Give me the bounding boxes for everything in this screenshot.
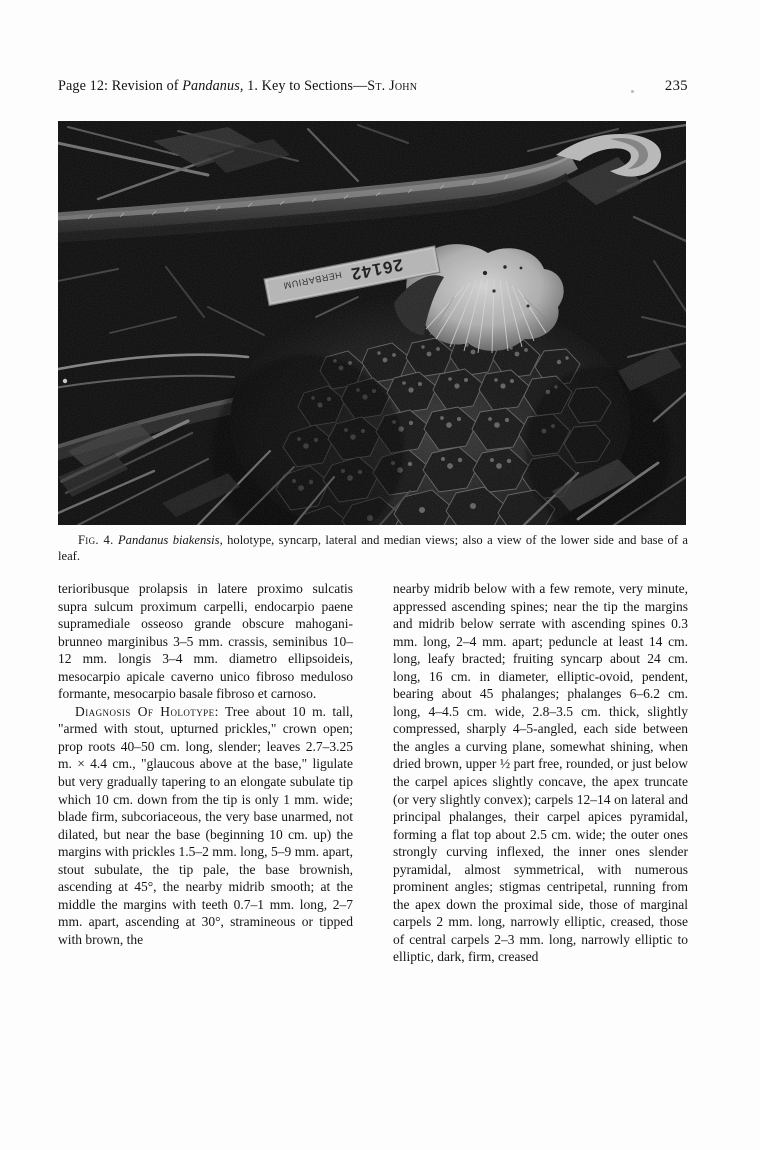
page-number: [625, 78, 688, 95]
photograph-graphic: [58, 121, 686, 525]
figure-photograph: [58, 121, 686, 525]
running-head-middle: , 1. Key to Sections—: [239, 78, 368, 94]
figure-species-name: Pandanus biakensis,: [117, 533, 223, 547]
running-head-genus: Pandanus: [182, 78, 240, 94]
running-head-prefix: Page 12: Revision of: [58, 78, 183, 94]
figure-caption: [58, 533, 688, 564]
diagnosis-heading: Diagnosis Of Holotype:: [75, 703, 219, 719]
figure-caption-text: holotype, syncarp, lateral and median views; also a view of the lower side and base of a leaf.: [58, 533, 688, 563]
body-columns: [58, 580, 688, 1010]
right-column: [393, 580, 688, 1010]
left-column: [58, 580, 353, 1010]
figure-4: [58, 121, 686, 525]
running-head: [58, 78, 688, 100]
page-number-value: 235: [664, 78, 688, 94]
paragraph-description-continued: nearby midrib below with a few remote, very minute, appressed ascending spines; near the tip the margins and midrib below serrate with ascending spines 0.3 mm. long, 2–4 mm. apart; peduncle at least 14 cm. long, leafy bracted; fruiting syncarp about 24 cm. long, 16 cm. in diameter, elliptic-ovoid, pendent, bearing about 45 phalanges; phalanges 6–6.2 cm. long, 4–4.5 cm. wide, 2.8–3.5 cm. thick, slightly compressed, sharply 4–5-angled, each side between the angles a curving plane, somewhat shining, when dried brown, upper ½ part free, rounded, or just below the carpel apices slightly concave, the apex truncate (or very slightly convex); carpels 12–14 on lateral and principal phalanges, their carpel apices pyramidal, forming a flat top about 2.5 cm. wide; the outer ones strongly curving inflexed, the inner ones slender pyramidal, almost symmetrical, with numerous prominent angles; stigmas centripetal, running from the apex down the proximal side, those of marginal carpels 2 mm. long, narrowly elliptic, creased, those of central carpels 2–3 mm. long, narrowly elliptic to elliptic, dark, firm, creased: [393, 581, 688, 965]
running-head-author: St. John: [367, 78, 418, 94]
paragraph-latin-diagnosis: terioribusque prolapsis in latere proximo sulcatis supra sulcum proximum carpelli, endocarpio paene supramediale osseoso grande obscure mahogani-brunneo marginibus 3–5 mm. crassis, seminibus 10–12 mm. longis 3–4 mm. diametro ellipsoideis, mesocarpio apicale caverno unico fibroso meduloso formante, mesocarpio basale fibroso et carnoso.: [58, 581, 353, 702]
page-number-dot: [631, 90, 634, 93]
figure-label: Fig. 4.: [78, 533, 114, 547]
running-head-title: [58, 78, 417, 95]
paragraph-diagnosis-of-holotype: Diagnosis Of Holotype: Tree about 10 m. tall, "armed with stout, upturned prickles," crown open; prop roots 40–50 cm. long, slender; leaves 2.7–3.25 m. × 4.4 cm., "glaucous above at the base," ligulate but very gradually tapering to an elongate subulate tip which 10 cm. down from the tip is only 1 mm. wide; blade firm, subcoriaceous, the very base unarmed, not dilated, but near the base (beginning 10 cm. up) the margins with prickles 1.5–2 mm. long, 5–9 mm. apart, stout subulate, the tip pale, the base brownish, ascending at 45°, the nearby midrib smooth; at the middle the margins with teeth 0.7–1 mm. long, 2–7 mm. apart, ascending at 30°, stramineous or tipped with brown, the: [58, 703, 354, 947]
